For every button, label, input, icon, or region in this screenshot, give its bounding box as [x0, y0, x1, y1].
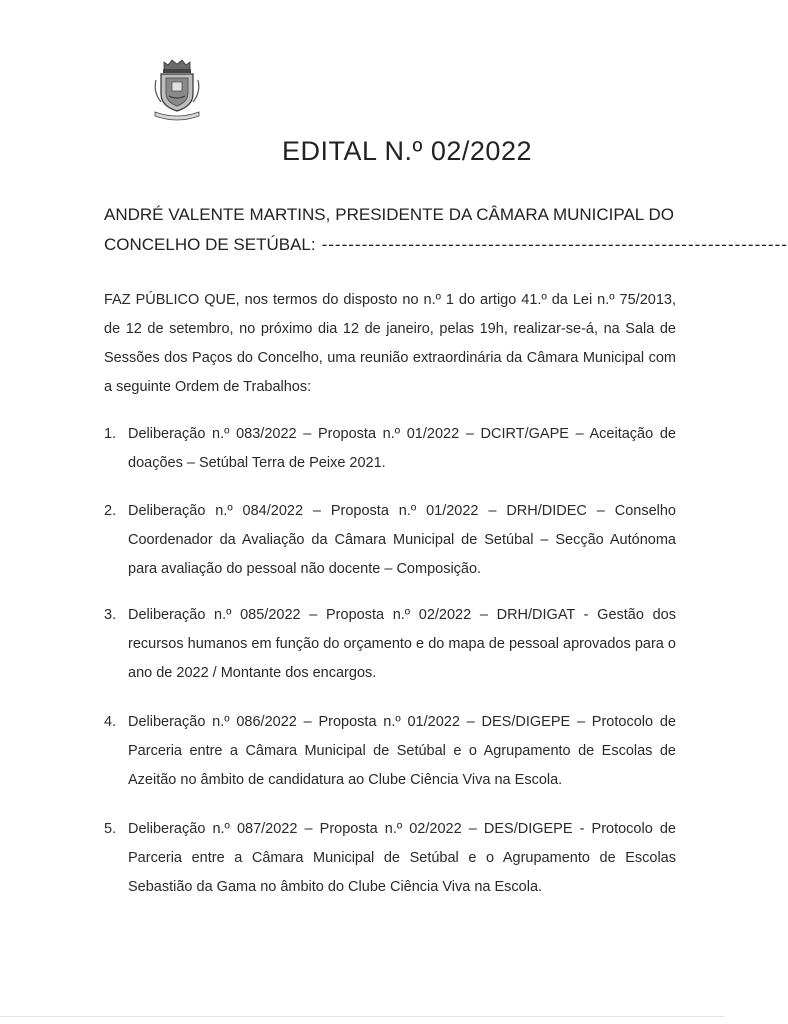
- agenda-item-text: Deliberação n.º 083/2022 – Proposta n.º 01/2022 – DCIRT/GAPE – Aceitação de doações – Setúbal Terra de Peixe 2021.: [128, 426, 676, 471]
- agenda-item-text: Deliberação n.º 085/2022 – Proposta n.º 02/2022 – DRH/DIGAT - Gestão dos recursos humanos em função do orçamento e do mapa de pessoal aprovados para o ano de 2022 / Montante dos encargos.: [128, 607, 676, 681]
- agenda-item-text: Deliberação n.º 084/2022 – Proposta n.º 01/2022 – DRH/DIDEC – Conselho Coordenador da Avaliação da Câmara Municipal de Setúbal – Secção Autónoma para avaliação do pessoal não docente – Composição.: [128, 503, 676, 577]
- agenda-item-number: 2.: [104, 503, 117, 519]
- agenda-item-number: 5.: [104, 821, 117, 837]
- agenda-item-number: 3.: [104, 607, 117, 623]
- page-bottom-edge: [0, 1016, 724, 1017]
- agenda-item-text: Deliberação n.º 086/2022 – Proposta n.º 01/2022 – DES/DIGEPE – Protocolo de Parceria entre a Câmara Municipal de Setúbal e o Agrupamento de Escolas de Azeitão no âmbito de candidatura ao Clube Ciência Viva na Escola.: [128, 714, 676, 788]
- issuer-heading-line1: ANDRÉ VALENTE MARTINS, PRESIDENTE DA CÂMARA MUNICIPAL DO: [104, 205, 674, 224]
- agenda-item: [104, 815, 676, 902]
- agenda-item: [104, 708, 676, 795]
- agenda-item-number: 4.: [104, 714, 117, 730]
- agenda-item: [104, 420, 676, 478]
- issuer-heading-line2-row: [104, 230, 788, 260]
- agenda-item-text: Deliberação n.º 087/2022 – Proposta n.º 02/2022 – DES/DIGEPE - Protocolo de Parceria entre a Câmara Municipal de Setúbal e o Agrupamento de Escolas Sebastião da Gama no âmbito do Clube Ciência Viva na Escola.: [128, 821, 676, 895]
- municipal-crest-logo: [147, 56, 207, 122]
- issuer-heading-line2: CONCELHO DE SETÚBAL:: [104, 235, 316, 254]
- agenda-item-number: 1.: [104, 426, 117, 442]
- issuer-heading: [104, 200, 788, 260]
- edital-title: EDITAL N.º 02/2022: [282, 136, 532, 166]
- intro-paragraph: FAZ PÚBLICO QUE, nos termos do disposto no n.º 1 do artigo 41.º da Lei n.º 75/2013, de 12 de setembro, no próximo dia 12 de janeiro, pelas 19h, realizar-se-á, na Sala de Sessões dos Paços do Concelho, uma reunião extraordinária da Câmara Municipal com a seguinte Ordem de Trabalhos:: [104, 292, 676, 395]
- agenda-item: [104, 497, 676, 584]
- heading-dash-filler: ----------------------------------------------------------------------: [321, 235, 788, 254]
- agenda-item: [104, 601, 676, 688]
